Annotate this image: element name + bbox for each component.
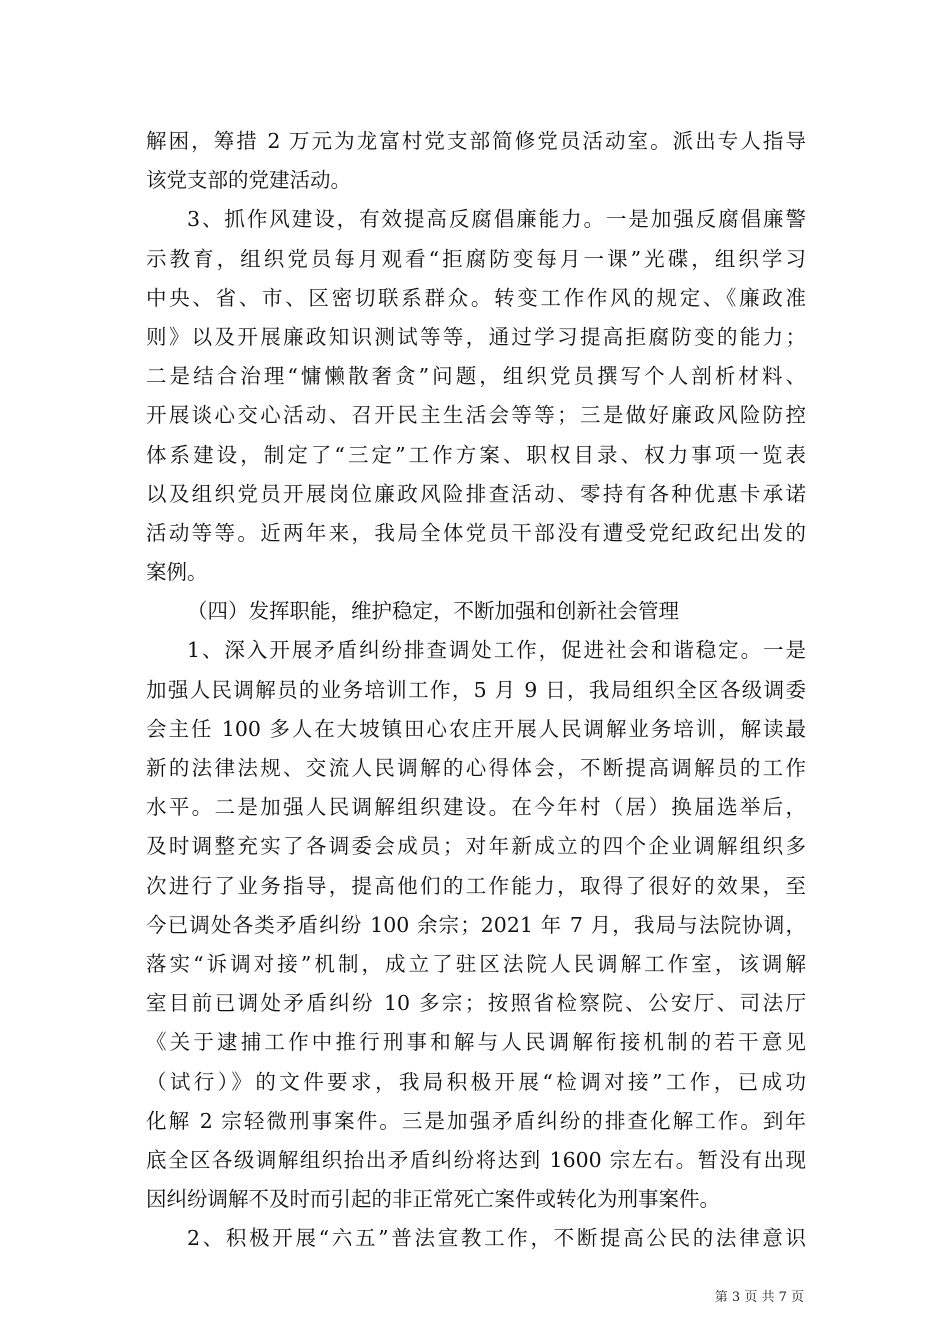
text-line: 活动等等。近两年来，我局全体党员干部没有遭受党纪政纪出发的 <box>146 520 806 545</box>
paragraph-legal-education <box>146 1219 806 1258</box>
text-line: 底全区各级调解组织抬出矛盾纠纷将达到 1600 宗左右。暂没有出现 <box>146 1147 806 1172</box>
text-line: 《关于逮捕工作中推行刑事和解与人民调解衔接机制的若干意见 <box>146 1030 806 1055</box>
paragraph-mediation <box>146 631 806 1219</box>
text-line: 水平。二是加强人民调解组织建设。在今年村（居）换届选举后， <box>146 795 806 820</box>
text-line: 则》以及开展廉政知识测试等等，通过学习提高拒腐防变的能力； <box>146 324 806 349</box>
text-line: 3、抓作风建设，有效提高反腐倡廉能力。一是加强反腐倡廉警 <box>187 207 806 232</box>
text-line: 1、深入开展矛盾纠纷排查调处工作，促进社会和谐稳定。一是 <box>187 638 806 663</box>
text-line: 次进行了业务指导，提高他们的工作能力，取得了很好的效果，至 <box>146 873 806 898</box>
document-body <box>146 122 806 1258</box>
text-line: 解困，筹措 2 万元为龙富村党支部简修党员活动室。派出专人指导 <box>146 129 806 153</box>
text-line: 加强人民调解员的业务培训工作，5 月 9 日，我局组织全区各级调委 <box>146 677 806 702</box>
text-line: 落实“诉调对接”机制，成立了驻区法院人民调解工作室，该调解 <box>146 951 806 976</box>
paragraph-work-style <box>146 200 806 592</box>
page-number: 第 3 页 共 7 页 <box>714 1290 804 1305</box>
text-line: （试行）》的文件要求，我局积极开展“检调对接”工作，已成功 <box>146 1069 806 1094</box>
text-line: 以及组织党员开展岗位廉政风险排查活动、零持有各种优惠卡承诺 <box>146 481 806 506</box>
text-line: 示教育，组织党员每月观看“拒腐防变每月一课”光碟，组织学习 <box>146 246 806 271</box>
section-heading-text: （四）发挥职能，维护稳定，不断加强和创新社会管理 <box>187 599 679 624</box>
text-line: 新的法律法规、交流人民调解的心得体会，不断提高调解员的工作 <box>146 756 806 780</box>
text-line: 该党支部的党建活动。 <box>146 168 351 193</box>
text-line: 化解 2 宗轻微刑事案件。三是加强矛盾纠纷的排查化解工作。到年 <box>146 1108 806 1133</box>
text-line: 中央、省、市、区密切联系群众。转变工作作风的规定、《廉政准 <box>146 285 806 310</box>
text-line: 开展谈心交心活动、召开民主生活会等等；三是做好廉政风险防控 <box>146 403 806 428</box>
text-line: 二是结合治理“慵懒散奢贪”问题，组织党员撰写个人剖析材料、 <box>146 364 806 389</box>
text-line: 因纠纷调解不及时而引起的非正常死亡案件或转化为刑事案件。 <box>146 1187 720 1212</box>
text-line: 及时调整充实了各调委会成员；对年新成立的四个企业调解组织多 <box>146 834 806 859</box>
text-line: 会主任 100 多人在大坡镇田心农庄开展人民调解业务培训，解读最 <box>146 716 806 741</box>
section-heading <box>146 592 806 631</box>
text-line: 体系建设，制定了“三定”工作方案、职权目录、权力事项一览表 <box>146 442 806 467</box>
text-line: 今已调处各类矛盾纠纷 100 余宗；2021 年 7 月，我局与法院协调， <box>146 912 806 937</box>
text-line: 案例。 <box>146 560 208 585</box>
text-line: 室目前已调处矛盾纠纷 10 多宗；按照省检察院、公安厅、司法厅 <box>146 991 806 1016</box>
text-line: 2、积极开展“六五”普法宣教工作，不断提高公民的法律意识 <box>187 1226 806 1251</box>
paragraph-party-activity <box>146 122 806 200</box>
